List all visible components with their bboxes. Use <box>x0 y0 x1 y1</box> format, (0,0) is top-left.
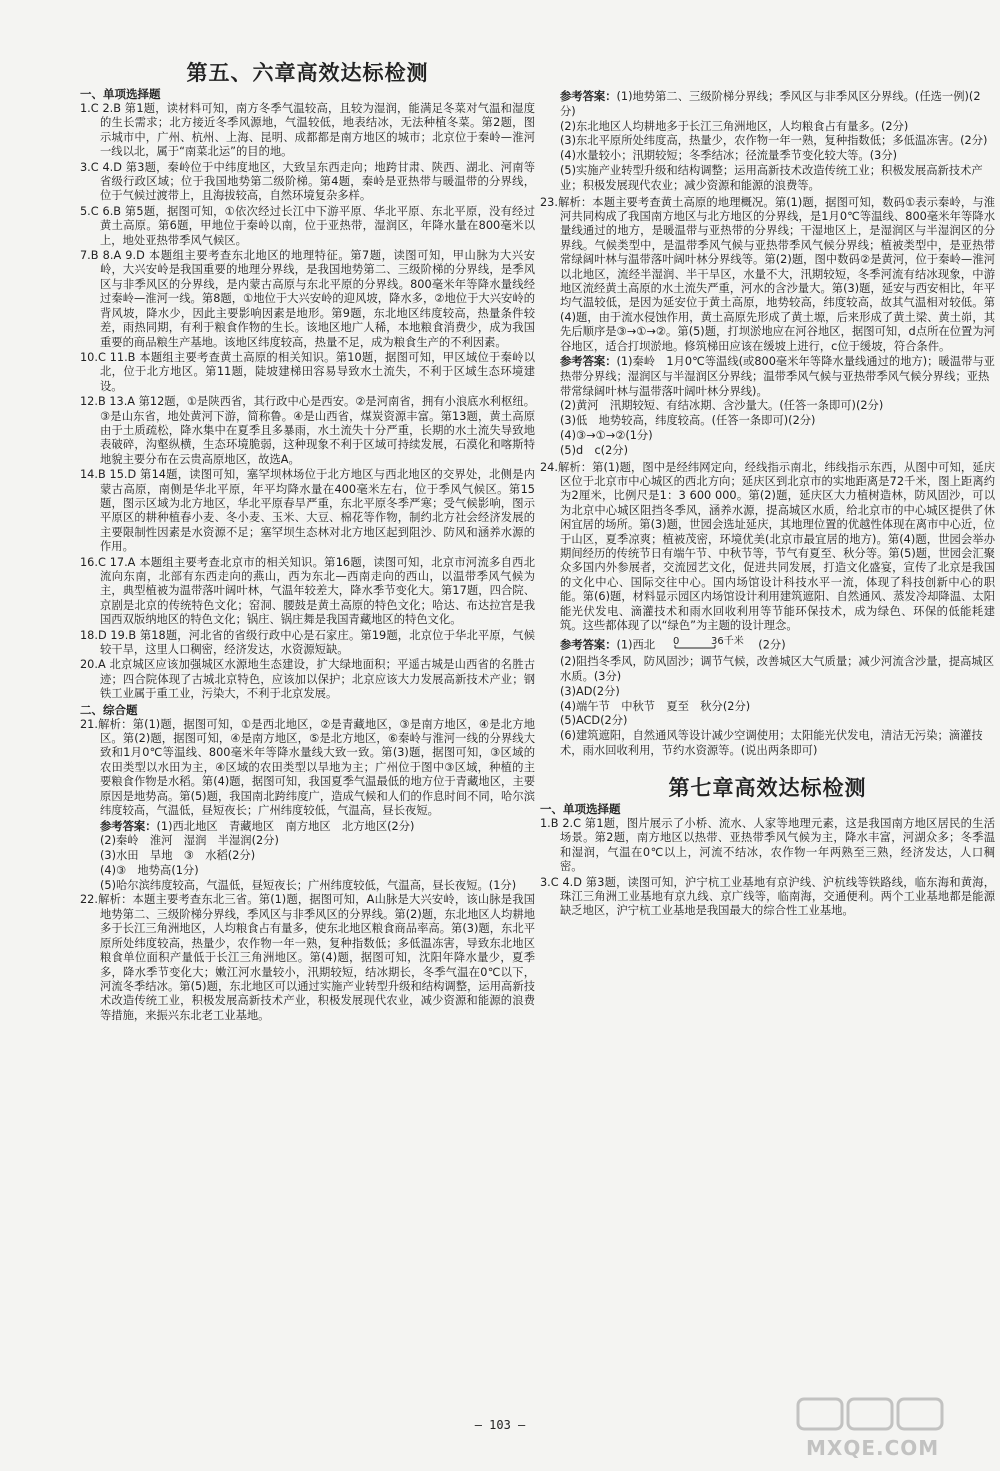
q24-answer-5: (5)ACD(2分) <box>560 714 628 728</box>
q23-answer-1: (1)秦岭 1月0℃等温线(或800毫米年等降水量线通过的地方)；暖温带与亚热带分界线；湿润区与半湿润区分界线；温带季风气候与亚热带季风气候分界线；亚热带常绿阔叶林与温带落叶阔叶林分界线)。 <box>560 355 995 398</box>
q22-answer-3: (3)东北平原所处纬度高，热量少，农作物一年一熟，复种指数低；多低温冻害。(2分) <box>560 134 988 148</box>
single-choice-heading: 一、单项选择题 <box>80 87 161 101</box>
q23-answer-5: (5)d c(2分) <box>560 443 628 457</box>
watermark-text: MXQE.COM <box>806 1436 940 1460</box>
answer-item: 1.C 2.B 第1题，读材料可知，南方冬季气温较高，且较为湿润，能满足冬菜对气温和湿度的生长需求；北方接近冬季风源地，气温较低，地表结冰，无法种植冬菜。第2题，图示城市中，广州、杭州、上海、昆明、成都都是南方地区的城市；北京位于秦岭—淮河一线以北，属于“南菜北运”的目的地。 <box>80 102 535 159</box>
q23-answer-4: (4)③→①→②(1分) <box>560 429 653 443</box>
answer-item: 12.B 13.A 第12题，①是陕西省，其行政中心是西安。②是河南省，拥有小浪底水利枢纽。③是山东省，地处黄河下游，简称鲁。④是山西省，煤炭资源丰富。第13题，黄土高原由于土质疏松，降水集中在夏季且多暴雨，水土流失十分严重，长期的水土流失导致地表破碎，沟壑纵横，生态环境脆弱，这种现象不利于区域可持续发展，石漠化和喀斯特地貌主要分布在云贵高原地区，故选A。 <box>80 395 535 466</box>
q24-answer-2: (2)阻挡冬季风，防风固沙；调节气候，改善城区大气质量；减少河流含沙量，提高城区水质。(3分) <box>560 655 994 684</box>
chapter-7-title: 第七章高效达标检测 <box>668 774 867 800</box>
answer-item: 5.C 6.B 第5题，据图可知，①依次经过长江中下游平原、华北平原、东北平原，没有经过黄土高原。第6题，甲地位于秦岭以南，位于亚热带，湿润区，年降水量在800毫米以上，地处亚热带季风气候区。 <box>80 204 535 247</box>
watermark-logo <box>792 1393 972 1463</box>
q21-answer-1: (1)西北地区 青藏地区 南方地区 北方地区(2分) <box>156 819 415 833</box>
q21-answer-5: (5)哈尔滨纬度较高，气温低，昼短夜长；广州纬度较低，气温高，昼长夜短。(1分) <box>100 878 517 892</box>
q21-explanation: 21.解析：第(1)题，据图可知，①是西北地区，②是青藏地区，③是南方地区，④是北方地区。第(2)题，据图可知，④是南方地区，⑤是北方地区，⑥秦岭与淮河一线的分界线大致和1月0℃等温线、800毫米年等降水量线大致一致。第(3)题，据图可知，③区域的农田类型以水田为主，④区域的农田类型以旱地为主；广州位于图中③区域，种植的主要粮食作物是水稻。第(4)题，据图可知，我国夏季气温最低的地方位于青藏地区，主要原因是地势高。第(5)题，我国南北跨纬度广，造成气候和人们的作息时间不同，哈尔滨纬度较高，气温低，昼短夜长；广州纬度较低，气温高，昼长夜短。 <box>80 717 535 818</box>
scale-distance: 36千米 <box>710 635 744 647</box>
left-column <box>80 60 535 1024</box>
ref-answer-label: 参考答案： <box>560 355 617 369</box>
page-number: — 103 — <box>474 1418 526 1432</box>
answer-item: 16.C 17.A 本题组主要考查北京市的相关知识。第16题，读图可知，北京市河流多自西北流向东南，北部有东西走向的燕山，西为东北—西南走向的西山，以温带季风气候为主，典型植被为温带落叶阔叶林，气温年较差大，降水季节变化大。第17题，四合院、京剧是北京的传统特色文化；窑洞、腰鼓是黄土高原的特色文化；哈达、布达拉宫是我国西双版纳地区的特色文化；锅庄、锅庄舞是我国青藏地区的特色文化。 <box>80 555 535 627</box>
chapter-5-6-title: 第五、六章高效达标检测 <box>186 60 429 85</box>
answer-item: 1.B 2.C 第1题，图片展示了小桥、流水、人家等地理元素，这是我国南方地区居民的生活场景。第2题，南方地区以热带、亚热带季风气候为主，降水丰富，河湖众多；冬季温和湿润，气温在0℃以上，河流不结冰，农作物一年两熟至三熟，经济发达，人口稠密。 <box>540 816 995 874</box>
q22-explanation: 22.解析：本题主要考查东北三省。第(1)题，据图可知，A山脉是大兴安岭，该山脉是我国地势第二、三级阶梯分界线，季风区与非季风区的分界线。第(2)题，东北地区人均耕地多于长江三角洲地区，人均粮食占有量多，使东北地区粮食商品率高。第(3)题，东北平原所处纬度较高，热量少，农作物一年一熟，复种指数低；多低温冻害，导致东北地区粮食单位面积产量低于长江三角洲地区。第(4)题，据图可知，沈阳年降水量少，夏季多，降水季节变化大；嫩江河水量较小，汛期较短，结冰期长，冬季气温在0℃以下，河流冬季结冰。第(5)题，东北地区可以通过实施产业转型升级和结构调整，运用高新技术改造传统工业，积极发展高新技术产业，积极发展现代农业，减少资源和能源的浪费等措施，来振兴东北老工业基地。 <box>80 893 535 1022</box>
comprehensive-heading: 二、综合题 <box>80 702 138 717</box>
q21-answer-2: (2)秦岭 淮河 湿润 半湿润(2分) <box>100 834 279 848</box>
right-column <box>540 90 995 920</box>
answer-item: 7.B 8.A 9.D 本题组主要考查东北地区的地理特征。第7题，读图可知，甲山脉为大兴安岭，大兴安岭是我国重要的地理分界线，是我国地势第二、三级阶梯的分界线，是季风区与非季风区的分界线，是内蒙古高原与东北平原的分界线。800毫米年等降水量线经过秦岭—淮河一线。第8题，①地位于大兴安岭的迎风坡，降水多，②地位于大兴安岭的背风坡，降水少，因此主要影响因素是地形。第9题，东北地区纬度较高，热量条件较差，雨热同期，有利于粮食作物的生长。该地区地广人稀，本地粮食消费少，成为我国重要的商品粮生产基地。该地区纬度较高，热量不足，成为粮食生产的不利因素。 <box>80 249 535 349</box>
ref-answer-label: 参考答案： <box>100 819 157 833</box>
answer-item: 3.C 4.D 第3题，秦岭位于中纬度地区，大致呈东西走向；地跨甘肃、陕西、湖北、河南等省级行政区域；位于我国地势第二级阶梯。第4题，秦岭是亚热带与暖温带的分界线，位于气候过渡带上，且海拔较高，自然环境复杂多样。 <box>80 160 535 203</box>
q24-answer-1-line <box>540 635 995 656</box>
q21-answer-label <box>80 820 535 835</box>
q24-answer-4: (4)端午节 中秋节 夏至 秋分(2分) <box>560 699 751 713</box>
ch7-single-choice-heading: 一、单项选择题 <box>540 801 621 816</box>
q24-explanation: 24.解析：第(1)题，图中是经纬网定向，经线指示南北，纬线指示东西，从图中可知，延庆区位于北京市中心城区的西北方向；延庆区到北京市的实地距离是72千米，图上距离约为2厘米，比例尺是1：3 600 000。第(2)题，延庆区大力植树造林，防风固沙，可以为北京中心城区阻挡冬季风，涵养水源，提高城区水质，给北京市的中心城区提供了休闲宜居的场所。第(3)题，世园会选址延庆，其地理位置的优越性体现在离市中心近，位于山区，夏季凉爽；植被茂密，环境优美(北京市最宜居的地方)。第(4)题，世园会举办期间经历的传统节日有端午节、中秋节等，节气有夏至、秋分等。第(5)题，世园会汇聚众多国内外参展者，交流园艺文化，促进共同发展，打造文化盛宴，宣传了北京是我国的文化中心、国际交往中心。国内场馆设计科技水平一流，体现了科技创新中心的职能。第(6)题，材料显示园区内场馆设计利用建筑遮阳、自然通风、蒸发冷却降温、太阳能光伏发电、滴灌技术和雨水回收利用等节能环保技术，成为绿色、环保的低能耗建筑。这些都体现了以“绿色”为主题的设计理念。 <box>540 460 995 633</box>
q22-answer-1: (1)地势第二、三级阶梯分界线；季风区与非季风区分界线。(任选一例)(2分) <box>560 90 981 118</box>
q22-answer-2: (2)东北地区人均耕地多于长江三角洲地区，人均粮食占有量多。(2分) <box>560 119 909 133</box>
q24-answer-3: (3)AD(2分) <box>560 684 620 698</box>
scale-bar-graphic <box>659 635 755 656</box>
q23-answer-2: (2)黄河 汛期较短、有结冰期、含沙量大。(任答一条即可)(2分) <box>560 399 884 413</box>
answer-item: 3.C 4.D 第3题，读图可知，沪宁杭工业基地有京沪线、沪杭线等铁路线，临东海和黄海，珠江三角洲工业基地有京九线、京广线等，临南海，交通便利。两个工业基地都是能源缺乏地区，沪宁杭工业基地是我国最大的综合性工业基地。 <box>540 875 995 918</box>
q23-answer-3: (3)低 地势较高，纬度较高。(任答一条即可)(2分) <box>560 414 816 428</box>
q23-explanation: 23.解析：本题主要考查黄土高原的地理概况。第(1)题，据图可知，数码①表示秦岭，与淮河共同构成了我国南方地区与北方地区的分界线，是1月0℃等温线、800毫米年等降水量线通过的地方，是暖温带与亚热带的分界线；干湿地区上，是湿润区与半湿润区的分界线。气候类型中，是温带季风气候与亚热带季风气候分界线；植被类型中，是亚热带常绿阔叶林与温带落叶阔叶林分界线等。第(2)题，图中数码②是黄河，位于秦岭—淮河以北地区，流经半湿润、半干旱区，水量不大，汛期较短，冬季河流有结冰现象，中游地区流经黄土高原的水土流失严重，河水的含沙量大。第(3)题，延安与西安相比，年平均气温较低，是因为延安位于黄土高原，地势较高，纬度较高，故其气温相对较低。第(4)题，由于流水侵蚀作用，黄土高原先形成了黄土塬，后来形成了黄土梁、黄土峁，其先后顺序是③→①→②。第(5)题，打坝淤地应在河谷地区，据图可知，d点所在位置为河谷地区，适合打坝淤地。修筑梯田应该在缓坡上进行，c位于缓坡，符合条件。 <box>540 195 995 353</box>
answer-item: 20.A 北京城区应该加强城区水源地生态建设，扩大绿地面积；平遥古城是山西省的名胜古迹；四合院体现了古城北京特色，应该加以保护；北京应该大力发展高新技术产业；钢铁工业属于重工业，污染大，不利于北京发展。 <box>80 658 535 701</box>
answer-item: 14.B 15.D 第14题，读图可知，塞罕坝林场位于北方地区与西北地区的交界处，北侧是内蒙古高原，南侧是华北平原，年平均降水量在400毫米左右，位于季风气候区。第15题，图示区域为北方地区，华北平原春旱严重，东北平原冬季严寒；受气候影响，图示平原区的耕种植春小麦、冬小麦、玉米、大豆、棉花等作物，制约北方社会经济发展的主要限制性因素是水资源不足；塞罕坝生态林对北方地区起到阻沙、防风和涵养水源的作用。 <box>80 468 535 554</box>
q22-answer-4: (4)水量较小；汛期较短；冬季结冰；径流量季节变化较大等。(3分) <box>560 149 898 163</box>
scale-bar-icon <box>659 635 755 651</box>
scale-zero: 0 <box>672 635 680 647</box>
ref-answer-label: 参考答案： <box>560 637 617 651</box>
q22-answer-1-line <box>540 90 995 120</box>
q24-answer-6: (6)建筑遮阳，自然通风等设计减少空调使用；太阳能光伏发电，清洁无污染；滴灌技术，雨水回收利用，节约水资源等。(说出两条即可) <box>560 729 983 758</box>
q22-answer-5: (5)实施产业转型升级和结构调整；运用高新技术改造传统工业；积极发展高新技术产业；积极发展现代农业；减少资源和能源的浪费等。 <box>560 163 983 192</box>
answer-item: 10.C 11.B 本题组主要考查黄土高原的相关知识。第10题，据图可知，甲区域位于秦岭以北，位于北方地区。第11题，陡坡建梯田容易导致水土流失，不利于区域生态环境建设。 <box>80 350 535 393</box>
q23-answer-1-line <box>540 355 995 399</box>
q24-answer-1: (1)西北 <box>616 637 656 651</box>
q21-answer-4: (4)③ 地势高(1分) <box>100 863 199 877</box>
q21-answer-3: (3)水田 旱地 ③ 水稻(2分) <box>100 849 256 863</box>
single-choice-list <box>80 102 535 702</box>
ref-answer-label: 参考答案： <box>560 90 617 103</box>
answer-item: 18.D 19.B 第18题，河北省的省级行政中心是石家庄。第19题，北京位于华北平原，气候较干旱，这里人口稠密，经济发达，水资源短缺。 <box>80 628 535 657</box>
q24-answer-1-score: (2分) <box>758 637 786 651</box>
